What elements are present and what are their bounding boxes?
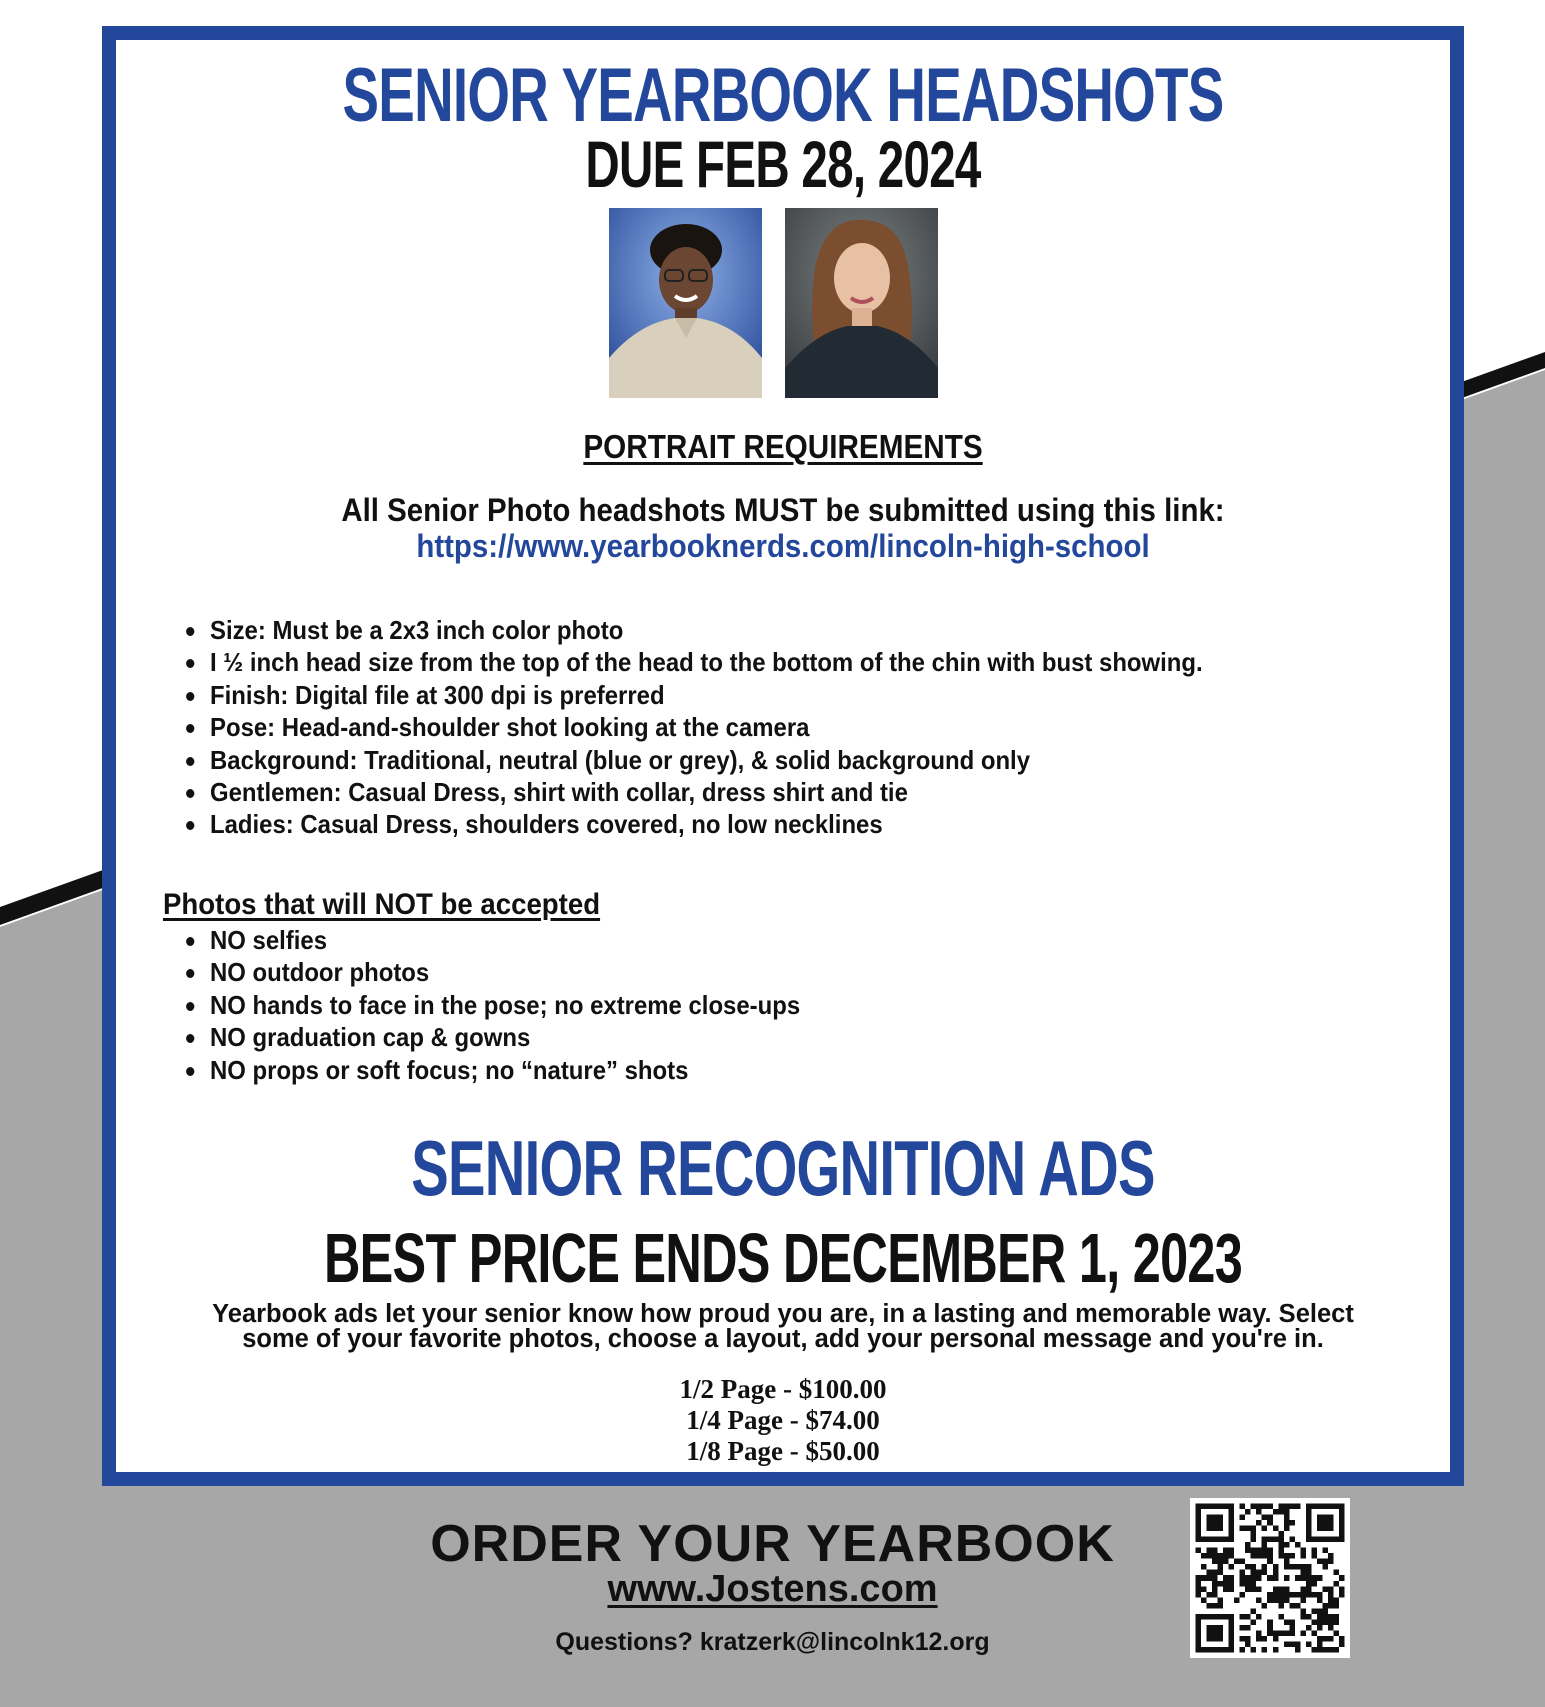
list-item: Ladies: Casual Dress, shoulders covered, no low necklines bbox=[210, 808, 1203, 840]
price-item: 1/8 Page - $50.00 bbox=[686, 1436, 880, 1466]
order-link[interactable]: www.Jostens.com bbox=[607, 1568, 938, 1610]
due-date: DUE FEB 28, 2024 bbox=[585, 127, 981, 201]
ads-description: Yearbook ads let your senior know how proud you are, in a lasting and memorable way. Select some of your favorite photos, choose a layout, add your personal message and you're in. bbox=[212, 1300, 1354, 1353]
list-item: NO props or soft focus; no “nature” shots bbox=[210, 1054, 800, 1086]
list-item: Pose: Head-and-shoulder shot looking at the camera bbox=[210, 711, 1203, 743]
rejections-heading: Photos that will NOT be accepted bbox=[163, 888, 601, 921]
list-item: NO selfies bbox=[210, 924, 800, 956]
page-title: SENIOR YEARBOOK HEADSHOTS bbox=[342, 53, 1224, 138]
ads-title: SENIOR RECOGNITION ADS bbox=[411, 1124, 1155, 1212]
list-item: NO hands to face in the pose; no extreme close-ups bbox=[210, 989, 801, 1020]
list-item: Gentlemen: Casual Dress, shirt with collar, dress shirt and tie bbox=[210, 776, 1203, 808]
ads-deadline: BEST PRICE ENDS DECEMBER 1, 2023 bbox=[323, 1219, 1243, 1297]
qr-code-icon[interactable] bbox=[1190, 1498, 1350, 1658]
requirements-list bbox=[116, 614, 1289, 841]
price-item: 1/2 Page - $100.00 bbox=[679, 1374, 887, 1404]
price-item: 1/4 Page - $74.00 bbox=[686, 1405, 880, 1435]
list-item: NO outdoor photos bbox=[210, 956, 800, 988]
list-item: NO graduation cap & gowns bbox=[210, 1021, 800, 1053]
list-item: Background: Traditional, neutral (blue or grey), & solid background only bbox=[210, 744, 1203, 776]
order-title: ORDER YOUR YEARBOOK bbox=[430, 1515, 1115, 1573]
price-list bbox=[116, 1374, 1450, 1467]
sample-portrait-male bbox=[609, 208, 762, 398]
submission-link[interactable]: https://www.yearbooknerds.com/lincoln-high-school bbox=[416, 528, 1150, 564]
list-item: I ½ inch head size from the top of the head to the bottom of the chin with bust showing. bbox=[210, 647, 1203, 678]
requirements-heading: PORTRAIT REQUIREMENTS bbox=[583, 428, 983, 465]
sample-portrait-female bbox=[785, 208, 938, 398]
questions-contact[interactable]: Questions? kratzerk@lincolnk12.org bbox=[555, 1628, 990, 1656]
flyer-card bbox=[102, 26, 1464, 1486]
list-item: Size: Must be a 2x3 inch color photo bbox=[210, 614, 1203, 646]
list-item: Finish: Digital file at 300 dpi is preferred bbox=[210, 679, 1203, 711]
submit-instruction: All Senior Photo headshots MUST be submitted using this link: bbox=[341, 492, 1225, 528]
rejections-list bbox=[116, 924, 851, 1086]
